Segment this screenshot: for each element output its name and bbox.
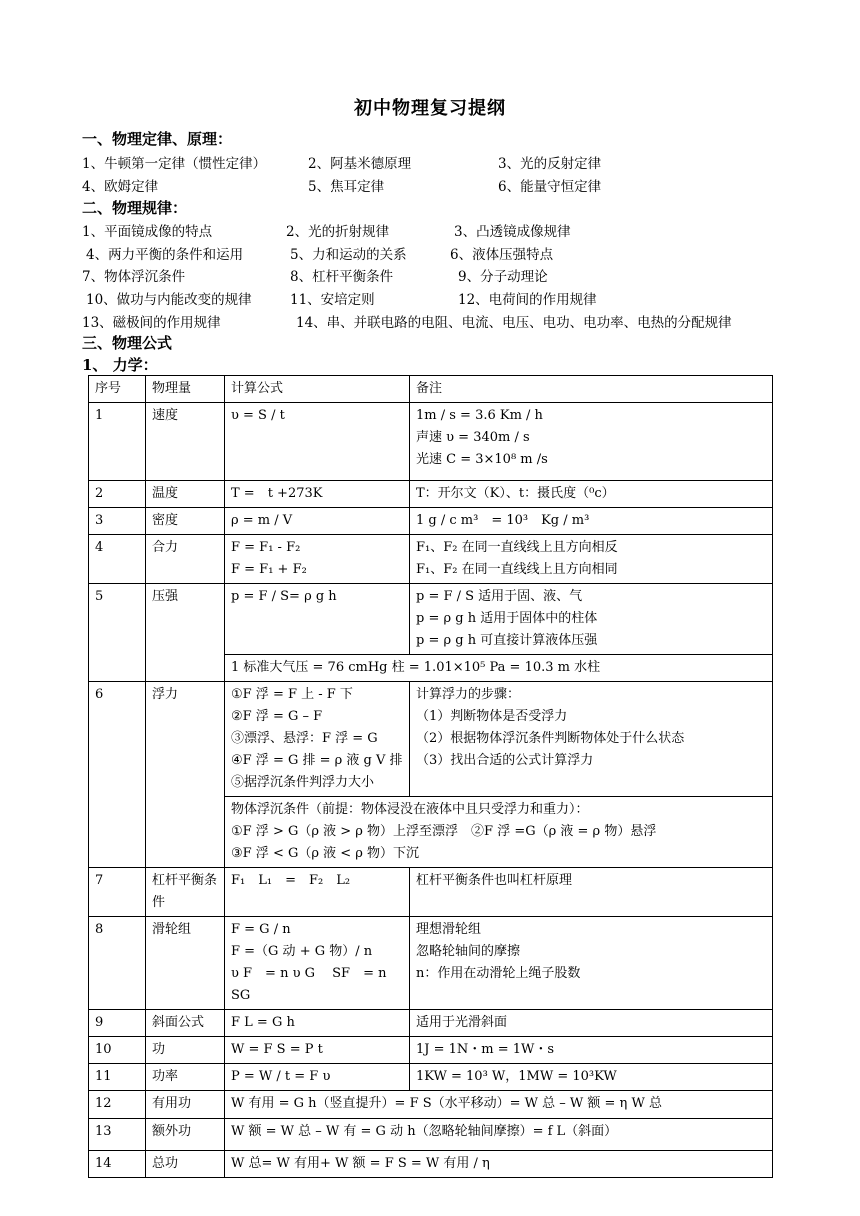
col-header: 物理量 — [146, 376, 225, 403]
rule-item: 11、安培定则 — [290, 292, 375, 308]
rule-item: 13、磁极间的作用规律 — [82, 315, 221, 331]
cell-no: 5 — [89, 584, 146, 682]
cell-note — [410, 584, 773, 655]
rule-item: 4、两力平衡的条件和运用 — [86, 247, 244, 263]
formula-line: υ F = n υ G SF = n SG — [231, 966, 387, 1003]
law-item: 3、光的反射定律 — [498, 156, 602, 172]
cell-extra: 1 标准大气压 = 76 cmHg 柱 = 1.01×10⁵ Pa = 10.3 m 水柱 — [225, 655, 773, 682]
formula-line: ④F 浮 = G 排 = ρ 液 g V 排 — [231, 753, 403, 768]
cell-formula: W = F S = P t — [225, 1037, 410, 1064]
note-line: F₁、F₂ 在同一直线线上且方向相同 — [416, 562, 618, 577]
cell-no: 11 — [89, 1064, 146, 1091]
rule-item: 3、凸透镜成像规律 — [454, 224, 571, 240]
cell-formula: F₁ L₁ = F₂ L₂ — [225, 868, 410, 917]
formula-line: F = G / n — [231, 922, 291, 937]
note-line: 理想滑轮组 — [416, 922, 482, 937]
law-item: 1、牛顿第一定律（惯性定律） — [82, 156, 267, 172]
cell-no: 13 — [89, 1119, 146, 1151]
subsection-heading-mechanics: 1、 力学： — [82, 356, 158, 374]
table-row — [89, 508, 773, 535]
col-header: 序号 — [89, 376, 146, 403]
cell-formula: W 总= W 有用+ W 额 = F S = W 有用 / η — [225, 1151, 773, 1178]
cell-no: 3 — [89, 508, 146, 535]
table-header-row — [89, 376, 773, 403]
page-title: 初中物理复习提纲 — [354, 98, 506, 119]
rule-item: 5、力和运动的关系 — [290, 247, 407, 263]
cell-formula — [225, 917, 410, 1010]
formula-line: ①F 浮 = F 上 - F 下 — [231, 687, 353, 702]
table-row — [89, 682, 773, 797]
cell-extra — [225, 797, 773, 868]
cell-formula: W 额 = W 总 – W 有 = G 动 h（忽略轮轴间摩擦）= f L（斜面） — [225, 1119, 773, 1151]
table-row — [89, 868, 773, 917]
col-header: 计算公式 — [225, 376, 410, 403]
cell-note: 1J = 1N・m = 1W・s — [410, 1037, 773, 1064]
cell-note — [410, 535, 773, 584]
rule-item: 2、光的折射规律 — [286, 224, 390, 240]
note-line: p = ρ g h 适用于固体中的柱体 — [416, 611, 598, 626]
extra-line: ①F 浮 > G（ρ 液 > ρ 物）上浮至漂浮 ②F 浮 =G（ρ 液 = ρ 物）悬浮 — [231, 824, 657, 839]
table-row — [89, 403, 773, 481]
cell-formula: T = t +273K — [225, 481, 410, 508]
section-heading-rules: 二、物理规律： — [82, 199, 188, 217]
rule-item: 1、平面镜成像的特点 — [82, 224, 213, 240]
extra-line: ③F 浮 < G（ρ 液 < ρ 物）下沉 — [231, 846, 420, 861]
table-row — [89, 1064, 773, 1091]
law-item: 5、焦耳定律 — [308, 179, 385, 195]
cell-formula: P = W / t = F υ — [225, 1064, 410, 1091]
col-header: 备注 — [410, 376, 773, 403]
cell-no: 2 — [89, 481, 146, 508]
cell-note — [410, 403, 773, 481]
note-line: p = F / S 适用于固、液、气 — [416, 589, 583, 604]
note-line: n：作用在动滑轮上绳子股数 — [416, 966, 581, 981]
cell-quantity: 密度 — [146, 508, 225, 535]
cell-quantity: 滑轮组 — [146, 917, 225, 1010]
cell-note: 1 g / c m³ = 10³ Kg / m³ — [410, 508, 773, 535]
rule-item: 6、液体压强特点 — [450, 247, 554, 263]
cell-no: 10 — [89, 1037, 146, 1064]
rule-item: 7、物体浮沉条件 — [82, 269, 186, 285]
cell-quantity: 压强 — [146, 584, 225, 682]
cell-quantity: 斜面公式 — [146, 1010, 225, 1037]
rule-item: 8、杠杆平衡条件 — [290, 269, 394, 285]
table-row — [89, 1010, 773, 1037]
cell-note — [410, 682, 773, 797]
formula-line: F = F₁ - F₂ — [231, 540, 301, 555]
cell-no: 1 — [89, 403, 146, 481]
cell-note: 适用于光滑斜面 — [410, 1010, 773, 1037]
cell-no: 9 — [89, 1010, 146, 1037]
table-row — [89, 1037, 773, 1064]
cell-no: 14 — [89, 1151, 146, 1178]
table-row — [89, 481, 773, 508]
law-item: 6、能量守恒定律 — [498, 179, 602, 195]
cell-quantity: 杠杆平衡条件 — [146, 868, 225, 917]
note-line: 1m / s = 3.6 Km / h — [416, 408, 543, 423]
cell-formula: p = F / S= ρ g h — [225, 584, 410, 655]
cell-formula: F L = G h — [225, 1010, 410, 1037]
cell-formula: ρ = m / V — [225, 508, 410, 535]
cell-note: 杠杆平衡条件也叫杠杆原理 — [410, 868, 773, 917]
table-row — [89, 1091, 773, 1119]
cell-no: 4 — [89, 535, 146, 584]
rule-item: 12、电荷间的作用规律 — [458, 292, 597, 308]
rule-item: 14、串、并联电路的电阻、电流、电压、电功、电功率、电热的分配规律 — [296, 315, 732, 331]
cell-note — [410, 917, 773, 1010]
cell-quantity: 浮力 — [146, 682, 225, 868]
table-row — [89, 535, 773, 584]
table-row — [89, 917, 773, 1010]
note-line: （1）判断物体是否受浮力 — [416, 709, 568, 724]
cell-no: 7 — [89, 868, 146, 917]
cell-no: 6 — [89, 682, 146, 868]
cell-quantity: 功 — [146, 1037, 225, 1064]
cell-formula — [225, 682, 410, 797]
note-line: 声速 υ = 340m / s — [416, 430, 530, 445]
cell-no: 8 — [89, 917, 146, 1010]
cell-no: 12 — [89, 1091, 146, 1119]
note-line: （2）根据物体浮沉条件判断物体处于什么状态 — [416, 731, 685, 746]
note-line: 忽略轮轴间的摩擦 — [416, 944, 521, 959]
cell-quantity: 温度 — [146, 481, 225, 508]
cell-formula — [225, 535, 410, 584]
note-line: p = ρ g h 可直接计算液体压强 — [416, 633, 598, 648]
formula-line: ⑤据浮沉条件判浮力大小 — [231, 775, 375, 790]
formula-line: F = F₁ + F₂ — [231, 562, 307, 577]
section-heading-laws: 一、物理定律、原理： — [82, 130, 233, 148]
cell-quantity: 合力 — [146, 535, 225, 584]
table-row — [89, 1119, 773, 1151]
cell-quantity: 额外功 — [146, 1119, 225, 1151]
law-item: 2、阿基米德原理 — [308, 156, 412, 172]
cell-note: T：开尔文（K）、t：摄氏度（⁰c） — [410, 481, 773, 508]
rule-item: 9、分子动理论 — [458, 269, 548, 285]
formula-line: ③漂浮、悬浮：F 浮 = G — [231, 731, 378, 746]
formula-line: ②F 浮 = G – F — [231, 709, 323, 724]
mechanics-formula-table — [88, 375, 773, 1178]
law-item: 4、欧姆定律 — [82, 179, 159, 195]
note-line: （3）找出合适的公式计算浮力 — [416, 753, 594, 768]
cell-quantity: 功率 — [146, 1064, 225, 1091]
rule-item: 10、做功与内能改变的规律 — [86, 292, 252, 308]
cell-formula: υ = S / t — [225, 403, 410, 481]
table-row — [89, 584, 773, 655]
note-line: 光速 C = 3×10⁸ m /s — [416, 452, 548, 467]
note-line: F₁、F₂ 在同一直线线上且方向相反 — [416, 540, 618, 555]
cell-quantity: 总功 — [146, 1151, 225, 1178]
table-row — [89, 1151, 773, 1178]
cell-note: 1KW = 10³ W，1MW = 10³KW — [410, 1064, 773, 1091]
cell-quantity: 有用功 — [146, 1091, 225, 1119]
section-heading-formulas: 三、物理公式 — [82, 334, 173, 352]
formula-line: F =（G 动 + G 物）/ n — [231, 944, 373, 959]
note-line: 计算浮力的步骤： — [416, 687, 521, 702]
extra-line: 物体浮沉条件（前提：物体浸没在液体中且只受浮力和重力）： — [231, 802, 589, 817]
cell-formula: W 有用 = G h（竖直提升）= F S（水平移动）= W 总 – W 额 = η W 总 — [225, 1091, 773, 1119]
cell-quantity: 速度 — [146, 403, 225, 481]
